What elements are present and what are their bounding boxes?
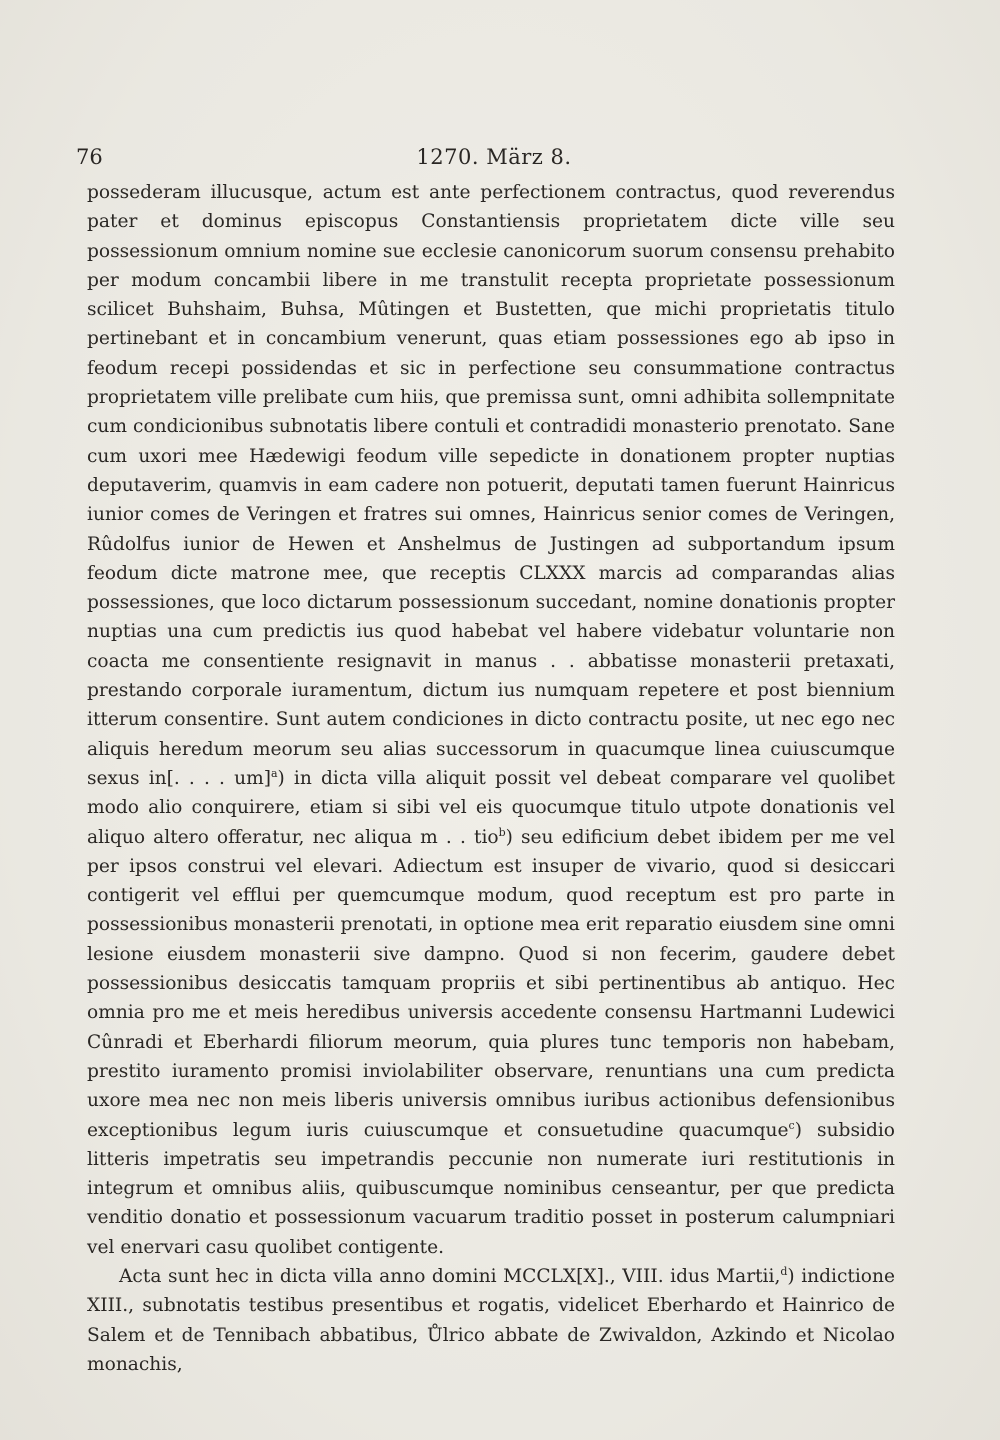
text-segment: Acta sunt hec in dicta villa anno domini MCCLX[X]., VIII. idus Martii,	[119, 1265, 781, 1287]
document-body	[87, 178, 895, 1379]
footnote-marker-c: c	[788, 1118, 795, 1132]
page-header	[76, 142, 912, 172]
running-head-date: 1270. März 8.	[416, 145, 572, 169]
text-segment: possederam illucusque, actum est ante perfectionem contractus, quod reverendus pater et dominus episcopus Constantiensis proprietatem dicte ville seu possessionum omnium nomine sue ecclesie canonicorum suorum consensu prehabito per modum concambii libere in me transtulit recepta proprietate possessionum scilicet Buhshaim, Buhsa, Mûtingen et Bustetten, que michi proprietatis titulo pertinebant et in concambium venerunt, quas etiam possessiones ego ab ipso in feodum recepi possidendas et sic in perfectione seu consummatione contractus proprietatem ville prelibate cum hiis, que premissa sunt, omni adhibita sollempnitate cum condicionibus subnotatis libere contuli et contradidi monasterio prenotato. Sane cum uxori mee Hædewigi feodum ville sepedicte in donationem propter nuptias deputaverim, quamvis in eam cadere non potuerit, deputati tamen fuerunt Hainricus iunior comes de Veringen et fratres sui omnes, Hainricus senior comes de Veringen, Rûdolfus iunior de Hewen et Anshelmus de Justingen ad subportandum ipsum feodum dicte matrone mee, que receptis CLXXX marcis ad comparandas alias possessiones, que loco dictarum possessionum succedant, nomine donationis propter nuptias una cum predictis ius quod habebat vel habere videbatur voluntarie non coacta me consentiente resignavit in manus . . abbatisse monasterii pretaxati, prestando corporale iuramentum, dictum ius numquam repetere et post biennium itterum consentire. Sunt autem condiciones in dicto contractu posite, ut nec ego nec aliquis heredum meorum seu alias successorum in quacumque linea cuiuscumque sexus in[. . . . um]	[87, 182, 895, 789]
footnote-marker-b: b	[498, 825, 506, 839]
page-number: 76	[76, 145, 103, 169]
text-segment: ) subsidio litteris impetratis seu impetrandis peccunie non numerate iuri restitutionis in integrum et omnibus aliis, quibuscumque nominibus censeantur, per que predicta venditio donatio et possessionum vacuarum traditio posset in posterum calumpniari vel enervari casu quolibet contigente.	[87, 1119, 895, 1258]
footnote-marker-a: a	[270, 766, 278, 780]
text-segment: ) in dicta villa aliquit possit vel debeat comparare vel quolibet modo alio conquirere, etiam si sibi vel eis quocumque titulo utpote donationis vel aliquo altero offeratur, nec aliqua m . . tio	[87, 767, 896, 848]
paragraph-main	[87, 178, 895, 1262]
footnote-marker-d: d	[780, 1264, 788, 1278]
text-segment: ) indictione XIII., subnotatis testibus presentibus et rogatis, videlicet Eberhardo et Hainrico de Salem et de Tennibach abbatibus, Ůlrico abbate de Zwivaldon, Azkindo et Nicolao monachis,	[87, 1265, 895, 1375]
paragraph-acta	[87, 1262, 895, 1379]
text-segment: ) seu edificium debet ibidem per me vel per ipsos construi vel elevari. Adiectum est insuper de vivario, quod si desiccari contigerit vel efflui per quemcumque modum, quod receptum est pro parte in possessionibus monasterii prenotati, in optione mea erit reparatio eiusdem sine omni lesione eiusdem monasterii sive dampno. Quod si non fecerim, gaudere debet possessionibus desiccatis tamquam propriis et sibi pertinentibus ab antiquo. Hec omnia pro me et meis heredibus universis accedente consensu Hartmanni Ludewici Cûnradi et Eberhardi filiorum meorum, quia plures tunc temporis non habebam, prestito iuramento promisi inviolabiliter observare, renuntians una cum predicta uxore mea nec non meis liberis universis omnibus iuribus actionibus defensionibus exceptionibus legum iuris cuiuscumque et consuetudine quacumque	[87, 826, 895, 1141]
